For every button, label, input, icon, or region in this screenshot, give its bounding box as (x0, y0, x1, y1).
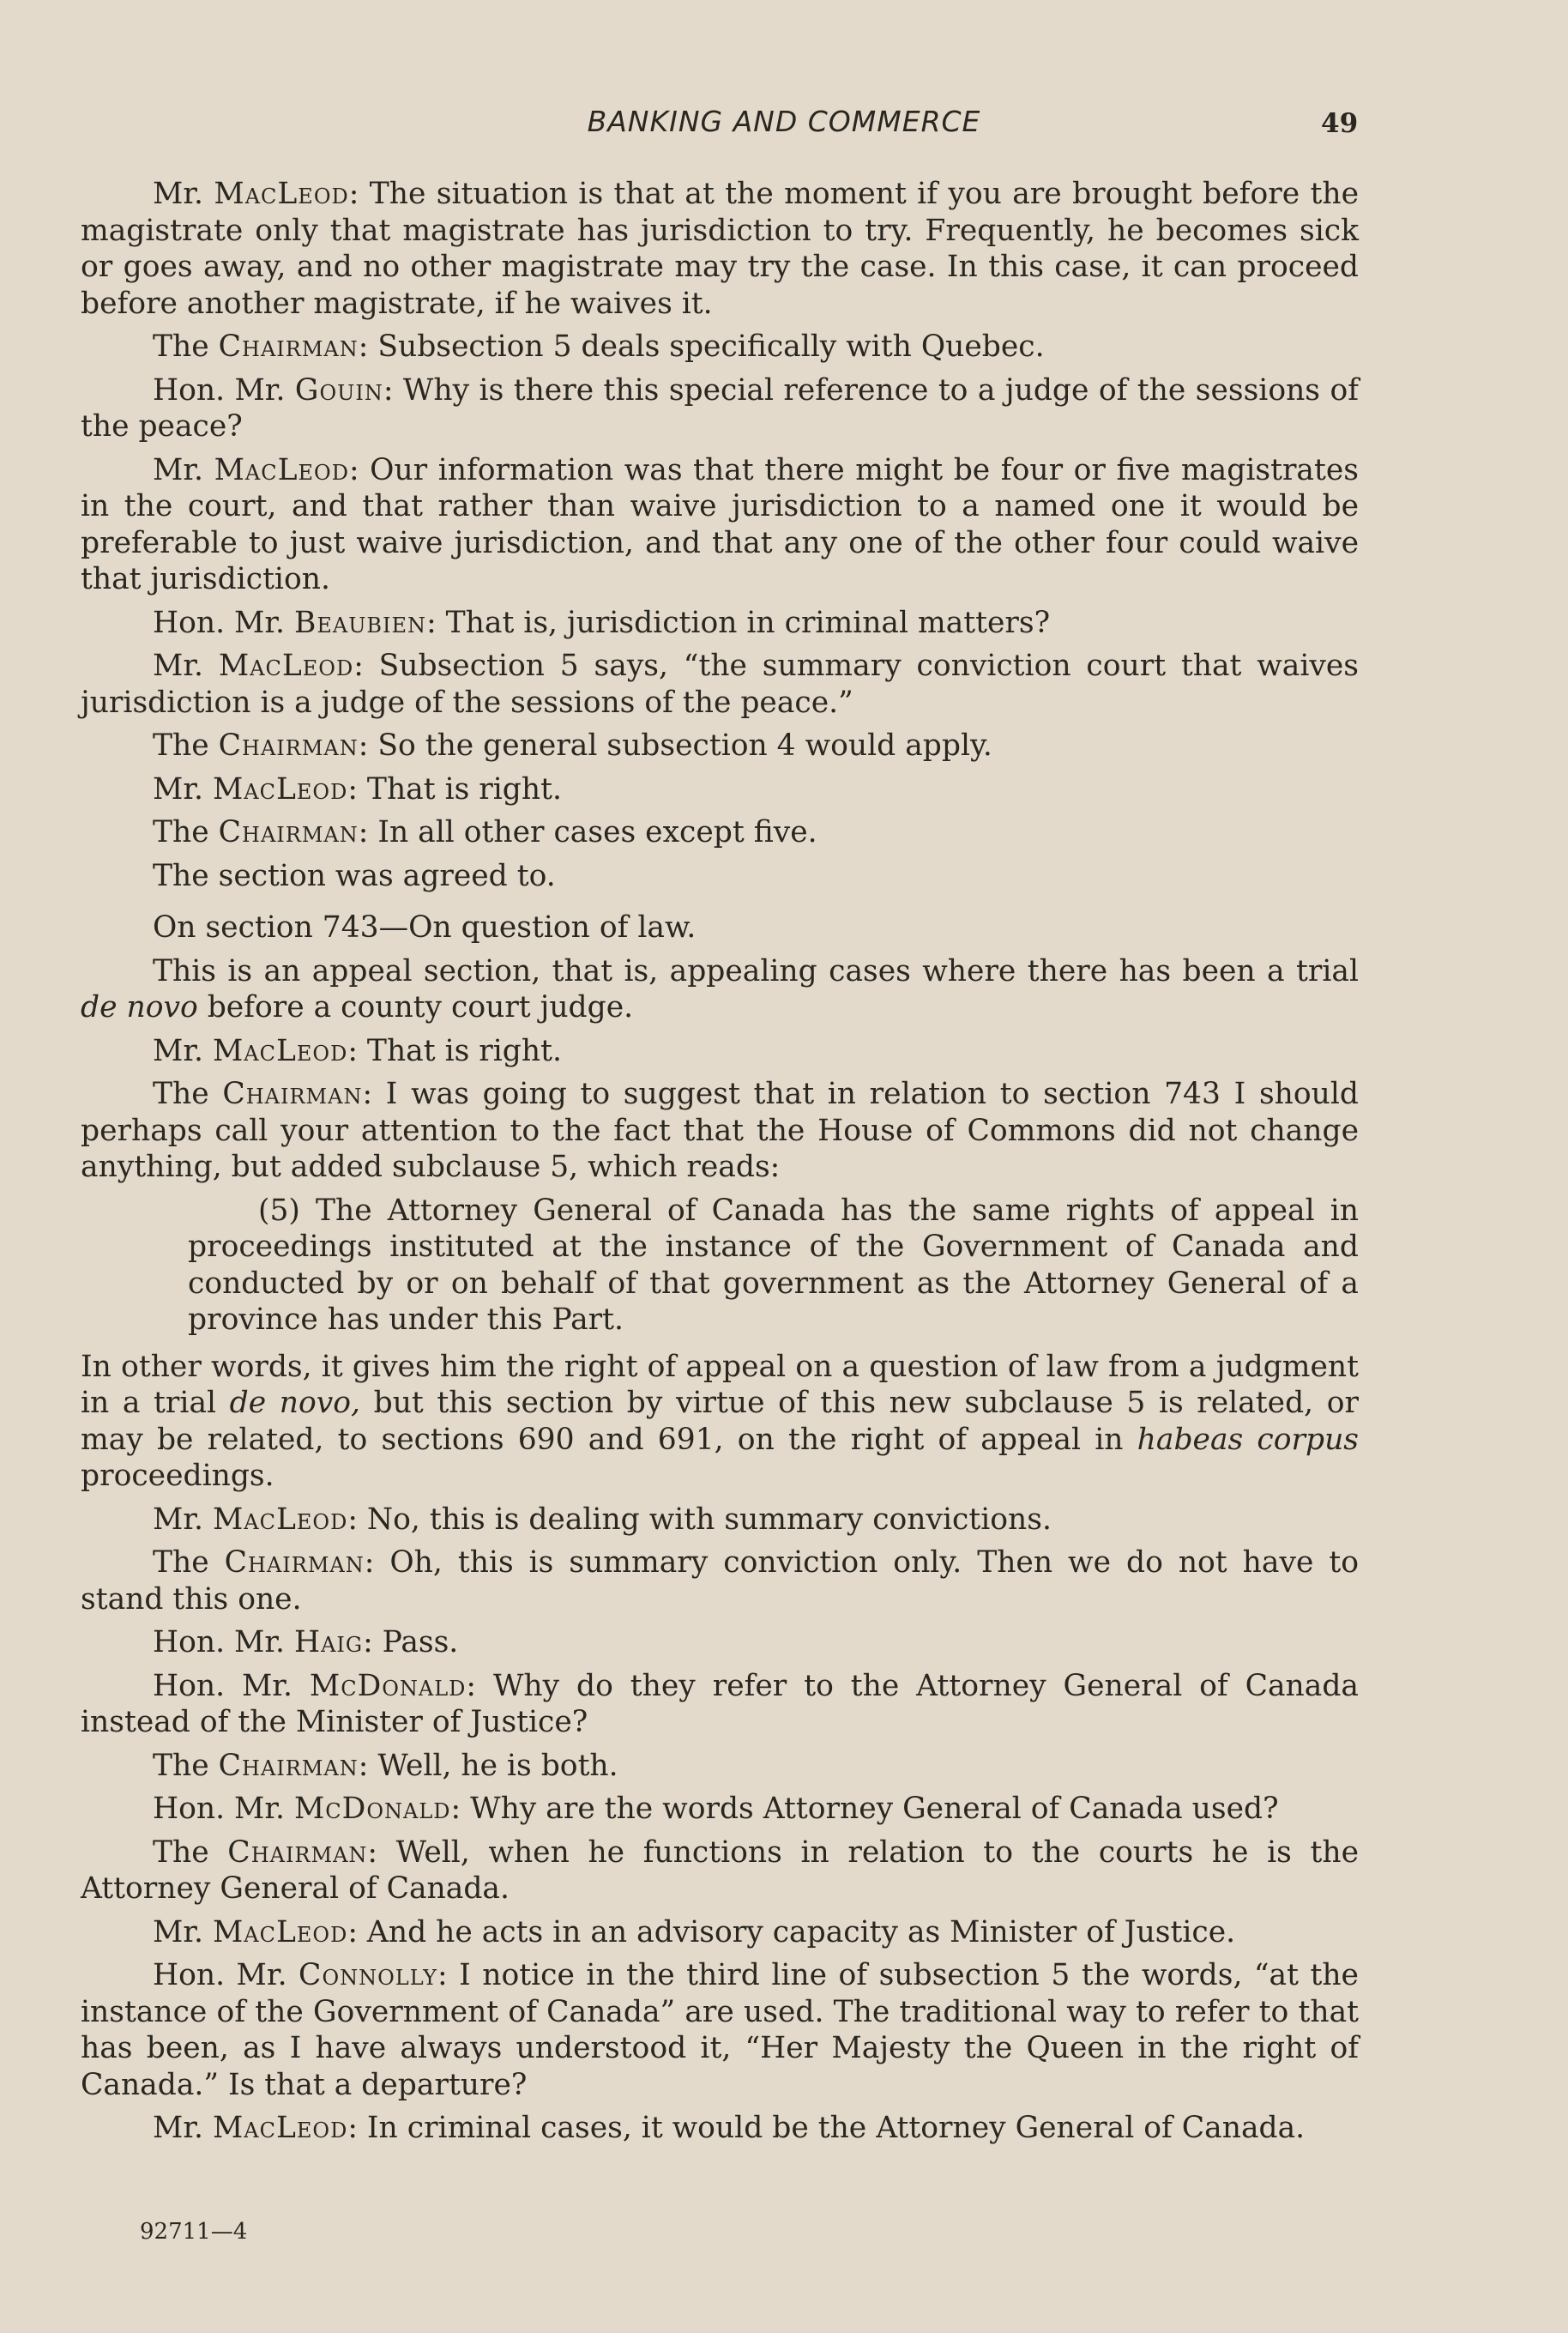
section-heading: On section 743—On question of law. (153, 910, 697, 945)
printer-signature: 92711—4 (140, 2219, 248, 2245)
paragraph: The Chairman: In all other cases except five. (153, 815, 817, 849)
paragraph: Mr. MacLeod: No, this is dealing with summary convictions. (153, 1502, 1052, 1537)
paragraph: Mr. MacLeod: The situation is that at the moment if you are brought before the magistrate only that magistrate has jurisdiction to try. Frequently, he becomes sick or goes away, and no other magistrate may try the case. In this case, it can proceed before another magistrate, if he waives it. (81, 177, 1359, 321)
paragraph: Hon. Mr. Gouin: Why is there this special reference to a judge of the sessions of the peace? (81, 372, 1359, 444)
paragraph: The Chairman: Oh, this is summary conviction only. Then we do not have to stand this one. (81, 1545, 1359, 1617)
block-quote: (5) The Attorney General of Canada has the same rights of appeal in proceedings instituted at the instance of the Government of Canada and conducted by or on behalf of that government as the Attorney General of a province has under this Part. (188, 1193, 1359, 1337)
paragraph: Hon. Mr. Beaubien: That is, jurisdiction in criminal matters? (153, 605, 1051, 640)
paragraph: The section was agreed to. (153, 858, 556, 893)
paragraph: Hon. Mr. Connolly: I notice in the third line of subsection 5 the words, “at the instance of the Government of Canada” are used. The traditional way to refer to that has been, as I have always understood it, “Her Majesty the Queen in the right of Canada.” Is that a departure? (81, 1958, 1359, 2102)
paragraph: Mr. MacLeod: And he acts in an advisory capacity as Minister of Justice. (153, 1914, 1236, 1949)
paragraph: Hon. Mr. McDonald: Why are the words Attorney General of Canada used? (153, 1792, 1279, 1826)
paragraph: This is an appeal section, that is, appealing cases where there has been a trial de novo before a county court judge. (81, 953, 1359, 1024)
running-title: BANKING AND COMMERCE (587, 105, 981, 138)
page-number: 49 (1321, 108, 1359, 139)
page-header (0, 105, 1568, 148)
paragraph: In other words, it gives him the right of appeal on a question of law from a judgment in a trial de novo, but this section by virtue of this new subclause 5 is related, or may be related, to sections 690 and 691, on the right of appeal in habeas corpus proceedings. (81, 1349, 1359, 1493)
paragraph: Hon. Mr. Haig: Pass. (153, 1625, 459, 1659)
paragraph: Mr. MacLeod: Our information was that there might be four or five magistrates in the court, and that rather than waive jurisdiction to a named one it would be preferable to just waive jurisdiction, and that any one of the other four could waive that jurisdiction. (81, 452, 1359, 596)
paragraph: Mr. MacLeod: Subsection 5 says, “the summary conviction court that waives jurisdiction is a judge of the sessions of the peace.” (81, 649, 1359, 720)
paragraph: The Chairman: Well, when he functions in relation to the courts he is the Attorney General of Canada. (81, 1834, 1359, 1906)
paragraph: Hon. Mr. McDonald: Why do they refer to the Attorney General of Canada instead of the Minister of Justice? (81, 1668, 1359, 1739)
paragraph: The Chairman: So the general subsection 4 would apply. (153, 728, 992, 763)
paragraph: Mr. MacLeod: That is right. (153, 771, 562, 807)
body-text (81, 176, 1359, 2154)
paragraph: Mr. MacLeod: In criminal cases, it would be the Attorney General of Canada. (153, 2111, 1306, 2145)
paragraph: The Chairman: I was going to suggest that in relation to section 743 I should perhaps call your attention to the fact that the House of Commons did not change anything, but added subclause 5, which reads: (81, 1077, 1359, 1184)
paragraph: Mr. MacLeod: That is right. (153, 1033, 562, 1068)
paragraph: The Chairman: Subsection 5 deals specifically with Quebec. (153, 329, 1045, 364)
paragraph: The Chairman: Well, he is both. (153, 1748, 618, 1783)
